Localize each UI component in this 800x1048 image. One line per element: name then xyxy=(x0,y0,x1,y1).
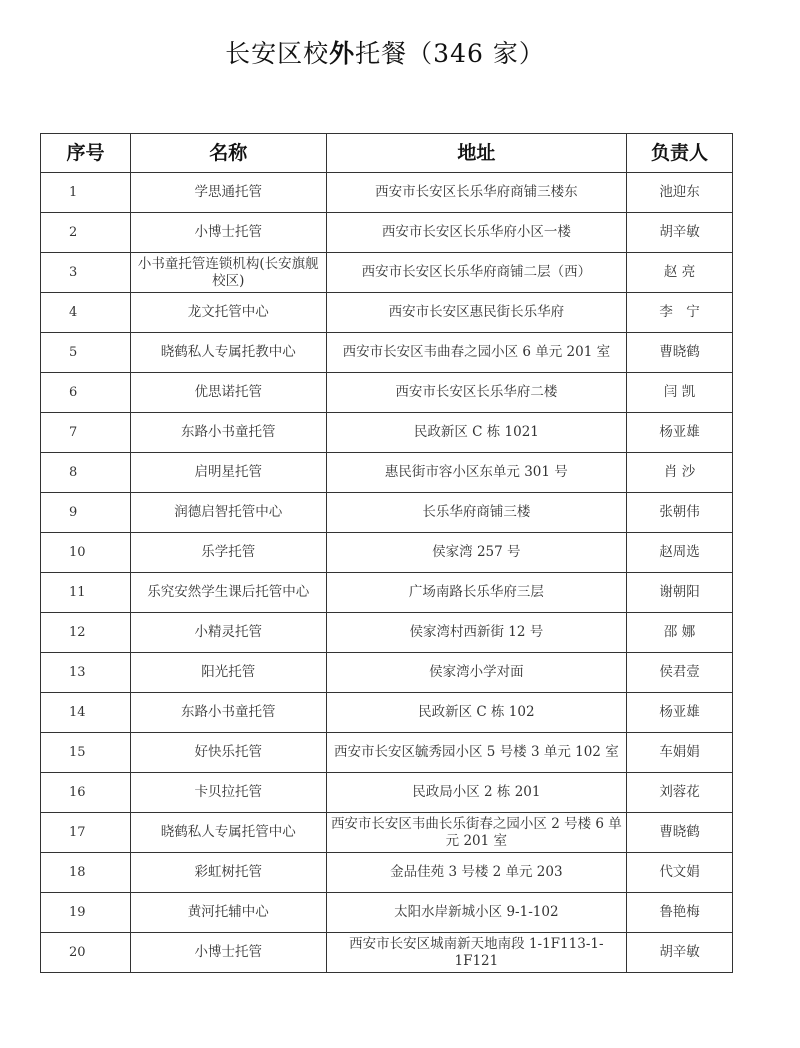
cell-address: 西安市长安区城南新天地南段 1-1F113-1-1F121 xyxy=(326,933,627,973)
cell-index: 6 xyxy=(41,373,131,413)
page-title: 长安区校外托餐（346 家） xyxy=(225,39,545,68)
table-row xyxy=(41,453,733,493)
cell-index: 8 xyxy=(41,453,131,493)
cell-index: 5 xyxy=(41,333,131,373)
cell-index: 18 xyxy=(41,853,131,893)
cell-manager: 代文娟 xyxy=(627,853,733,893)
cell-address: 西安市长安区长乐华府二楼 xyxy=(326,373,627,413)
cell-name: 彩虹树托管 xyxy=(130,853,326,893)
cell-address: 金品佳苑 3 号楼 2 单元 203 xyxy=(326,853,627,893)
table-row xyxy=(41,493,733,533)
cell-address: 侯家湾 257 号 xyxy=(326,533,627,573)
cell-address: 西安市长安区毓秀园小区 5 号楼 3 单元 102 室 xyxy=(326,733,627,773)
cell-manager: 肖 沙 xyxy=(627,453,733,493)
cell-name: 阳光托管 xyxy=(130,653,326,693)
table-header-row xyxy=(41,134,733,173)
cell-index: 16 xyxy=(41,773,131,813)
header-name: 名称 xyxy=(130,134,326,173)
cell-name: 晓鹤私人专属托教中心 xyxy=(130,333,326,373)
cell-manager: 车娟娟 xyxy=(627,733,733,773)
cell-name: 小博士托管 xyxy=(130,213,326,253)
table-row xyxy=(41,613,733,653)
cell-index: 20 xyxy=(41,933,131,973)
cell-manager: 邵 娜 xyxy=(627,613,733,653)
cell-index: 1 xyxy=(41,173,131,213)
cell-index: 17 xyxy=(41,813,131,853)
cell-manager: 刘蓉花 xyxy=(627,773,733,813)
cell-index: 2 xyxy=(41,213,131,253)
daycare-table xyxy=(40,133,733,973)
cell-address: 西安市长安区韦曲长乐街春之园小区 2 号楼 6 单元 201 室 xyxy=(326,813,627,853)
cell-name: 优思诺托管 xyxy=(130,373,326,413)
table-row xyxy=(41,693,733,733)
table-row xyxy=(41,893,733,933)
cell-manager: 曹晓鹤 xyxy=(627,333,733,373)
cell-name: 东路小书童托管 xyxy=(130,413,326,453)
cell-manager: 池迎东 xyxy=(627,173,733,213)
cell-manager: 张朝伟 xyxy=(627,493,733,533)
cell-name: 卡贝拉托管 xyxy=(130,773,326,813)
header-manager: 负责人 xyxy=(627,134,733,173)
cell-name: 润德启智托管中心 xyxy=(130,493,326,533)
cell-address: 西安市长安区长乐华府商铺三楼东 xyxy=(326,173,627,213)
cell-index: 7 xyxy=(41,413,131,453)
cell-index: 15 xyxy=(41,733,131,773)
table-row xyxy=(41,173,733,213)
cell-index: 9 xyxy=(41,493,131,533)
cell-name: 晓鹤私人专属托管中心 xyxy=(130,813,326,853)
cell-name: 小书童托管连锁机构(长安旗舰校区) xyxy=(130,253,326,293)
cell-address: 民政新区 C 栋 1021 xyxy=(326,413,627,453)
cell-manager: 闫 凯 xyxy=(627,373,733,413)
table-row xyxy=(41,293,733,333)
cell-address: 广场南路长乐华府三层 xyxy=(326,573,627,613)
table-row xyxy=(41,813,733,853)
cell-manager: 杨亚雄 xyxy=(627,693,733,733)
cell-name: 小博士托管 xyxy=(130,933,326,973)
cell-index: 14 xyxy=(41,693,131,733)
cell-name: 黄河托辅中心 xyxy=(130,893,326,933)
cell-manager: 侯君壹 xyxy=(627,653,733,693)
table-row xyxy=(41,773,733,813)
cell-manager: 鲁艳梅 xyxy=(627,893,733,933)
cell-name: 龙文托管中心 xyxy=(130,293,326,333)
table-row xyxy=(41,373,733,413)
header-index: 序号 xyxy=(41,134,131,173)
cell-name: 启明星托管 xyxy=(130,453,326,493)
table-row xyxy=(41,533,733,573)
cell-address: 西安市长安区长乐华府商铺二层（西） xyxy=(326,253,627,293)
table-row xyxy=(41,853,733,893)
cell-address: 侯家湾村西新街 12 号 xyxy=(326,613,627,653)
cell-address: 西安市长安区长乐华府小区一楼 xyxy=(326,213,627,253)
table-row xyxy=(41,413,733,453)
cell-index: 19 xyxy=(41,893,131,933)
header-address: 地址 xyxy=(326,134,627,173)
cell-manager: 胡辛敏 xyxy=(627,213,733,253)
cell-address: 西安市长安区惠民街长乐华府 xyxy=(326,293,627,333)
cell-address: 西安市长安区韦曲春之园小区 6 单元 201 室 xyxy=(326,333,627,373)
cell-address: 民政局小区 2 栋 201 xyxy=(326,773,627,813)
cell-index: 12 xyxy=(41,613,131,653)
cell-manager: 谢朝阳 xyxy=(627,573,733,613)
cell-manager: 曹晓鹤 xyxy=(627,813,733,853)
table-row xyxy=(41,253,733,293)
cell-manager: 杨亚雄 xyxy=(627,413,733,453)
cell-address: 惠民街市容小区东单元 301 号 xyxy=(326,453,627,493)
cell-index: 3 xyxy=(41,253,131,293)
table-row xyxy=(41,733,733,773)
cell-index: 13 xyxy=(41,653,131,693)
cell-manager: 胡辛敏 xyxy=(627,933,733,973)
cell-name: 学思通托管 xyxy=(130,173,326,213)
table-row xyxy=(41,213,733,253)
cell-address: 长乐华府商铺三楼 xyxy=(326,493,627,533)
cell-address: 侯家湾小学对面 xyxy=(326,653,627,693)
cell-name: 东路小书童托管 xyxy=(130,693,326,733)
cell-manager: 赵 亮 xyxy=(627,253,733,293)
cell-manager: 赵周选 xyxy=(627,533,733,573)
cell-address: 民政新区 C 栋 102 xyxy=(326,693,627,733)
table-row xyxy=(41,573,733,613)
cell-name: 乐学托管 xyxy=(130,533,326,573)
cell-manager: 李 宁 xyxy=(627,293,733,333)
cell-name: 乐究安然学生课后托管中心 xyxy=(130,573,326,613)
cell-index: 11 xyxy=(41,573,131,613)
table-row xyxy=(41,653,733,693)
cell-address: 太阳水岸新城小区 9-1-102 xyxy=(326,893,627,933)
cell-name: 好快乐托管 xyxy=(130,733,326,773)
cell-index: 4 xyxy=(41,293,131,333)
cell-name: 小精灵托管 xyxy=(130,613,326,653)
cell-index: 10 xyxy=(41,533,131,573)
table-row xyxy=(41,333,733,373)
table-row xyxy=(41,933,733,973)
